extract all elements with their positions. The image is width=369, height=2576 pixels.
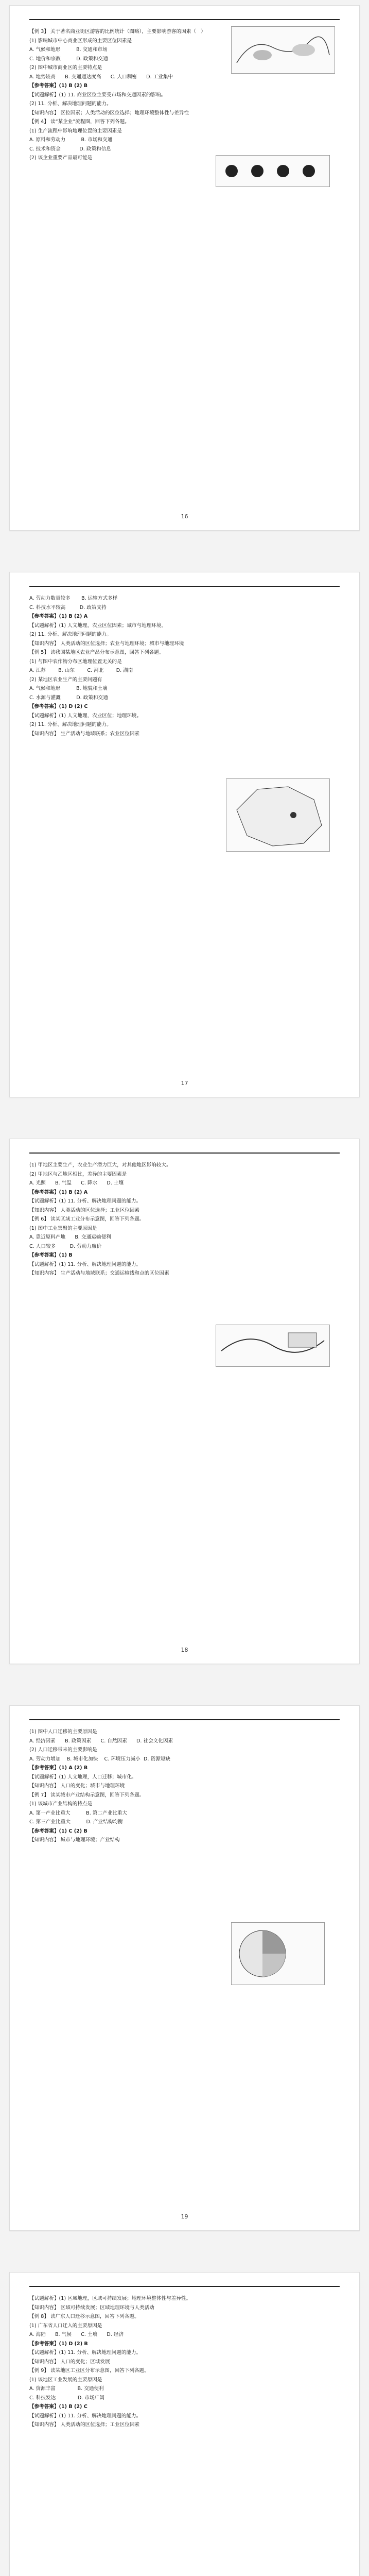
text-line: C. 技术和资金 D. 政策和信息 bbox=[29, 146, 111, 152]
answer-line: 【参考答案】(1) B (2) A bbox=[29, 1189, 88, 1195]
figure-industry-map bbox=[216, 1325, 330, 1367]
text-line: 【知识内容】 城市与地理环境；产业结构 bbox=[29, 1837, 120, 1843]
document-page-5 bbox=[9, 2272, 360, 2576]
page-header-rule bbox=[29, 19, 340, 20]
text-line: 【试题解析】(1) 11. 分析、解决地理问题的能力。 bbox=[29, 2413, 142, 2419]
text-line: 【试题解析】(1) 11. 分析、解决地理问题的能力。 bbox=[29, 1198, 142, 1204]
text-line: 【知识内容】 人类活动的区位选择；工业区位因素 bbox=[29, 2422, 140, 2428]
answer-line: 【参考答案】(1) B bbox=[29, 1252, 73, 1258]
text-line: (2) 11. 分析、解决地理问题的能力。 bbox=[29, 101, 112, 107]
text-line: (1) 该地区工业发展的主要原因是 bbox=[29, 2377, 102, 2383]
text-line: 【知识内容】 人口的变化；区域发展 bbox=[29, 2359, 110, 2365]
text-line: A. 光照 B. 气温 C. 降水 D. 土壤 bbox=[29, 1180, 124, 1186]
text-line: (1) 与图中农作物分布区地理位置无关的是 bbox=[29, 658, 122, 665]
page-number: 16 bbox=[181, 513, 188, 520]
page-number: 17 bbox=[181, 1080, 188, 1087]
text-line: 【试题解析】(1) 11. 分析、解决地理问题的能力。 bbox=[29, 1261, 142, 1267]
text-line: A. 原料和劳动力 B. 市场和交通 bbox=[29, 137, 113, 143]
text-line: A. 劳动力数量较多 B. 运输方式多样 bbox=[29, 596, 118, 601]
text-line: 【知识内容】 人口的变化；城市与地理环境 bbox=[29, 1783, 125, 1789]
page-header-rule bbox=[29, 1153, 340, 1154]
page-body bbox=[29, 1727, 340, 1845]
text-line: (2) 甲地区与乙地区相比，差异的主要因素是 bbox=[29, 1171, 127, 1177]
text-line: C. 水源与灌溉 D. 政策和交通 bbox=[29, 694, 108, 701]
text-line: (1) 生产流程中影响地理位置的主要因素是 bbox=[29, 128, 122, 134]
figure-china-map bbox=[226, 778, 330, 852]
page-body bbox=[29, 2294, 340, 2430]
text-line: (1) 影响城市中心商业区形成的主要区位因素是 bbox=[29, 38, 132, 44]
document-page-1 bbox=[9, 5, 360, 531]
text-line: A. 海陆 B. 气候 C. 土壤 D. 经济 bbox=[29, 2332, 124, 2337]
page-header-rule bbox=[29, 2286, 340, 2287]
text-line: 【例 5】 读我国某地区农业产品分布示意图，回答下列各题。 bbox=[29, 650, 164, 655]
text-line: 【试题解析】(1) 11. 分析、解决地理问题的能力。 bbox=[29, 2350, 142, 2355]
text-line: 【试题解析】(1) 区域地理，区域可持续发展；地理环境整体性与差异性。 bbox=[29, 2296, 191, 2301]
text-line: A. 第一产业比重大 B. 第二产业比重大 bbox=[29, 1810, 127, 1816]
text-line: C. 科技水平较高 D. 政策支持 bbox=[29, 604, 107, 611]
text-line: (2) 某地区农业生产的主要问题有 bbox=[29, 676, 102, 683]
text-line: 【例 9】 读某地区工业区分布示意图，回答下列各题。 bbox=[29, 2368, 149, 2374]
text-line: (1) 广东省人口迁入的主要原因是 bbox=[29, 2323, 102, 2329]
answer-line: 【参考答案】(1) D (2) C bbox=[29, 704, 88, 709]
document-page-4 bbox=[9, 1705, 360, 2231]
text-line: C. 人口较多 D. 劳动力廉价 bbox=[29, 1243, 102, 1249]
text-line: (2) 该企业重要产品最可能是 bbox=[29, 155, 93, 161]
text-line: 【试题解析】(1) 人文地理，农业区位因素；城市与地理环境。 bbox=[29, 622, 167, 629]
text-line: A. 靠近原料产地 B. 交通运输便利 bbox=[29, 1234, 111, 1240]
text-line: 【试题解析】(1) 人文地理，人口迁移；城市化。 bbox=[29, 1774, 137, 1780]
answer-line: 【参考答案】(1) B (2) B bbox=[29, 83, 88, 89]
text-line: (1) 该城市产业结构的特点是 bbox=[29, 1801, 93, 1807]
page-body bbox=[29, 1161, 340, 1278]
page-header-rule bbox=[29, 1719, 340, 1720]
text-line: (2) 11. 分析、解决地理问题的能力。 bbox=[29, 722, 112, 727]
text-line: A. 江苏 B. 山东 C. 河北 D. 湖南 bbox=[29, 668, 133, 673]
page-header-rule bbox=[29, 586, 340, 587]
text-line: 【例 6】 读某区域工业分布示意图，回答下列各题。 bbox=[29, 1216, 145, 1222]
figure-map bbox=[231, 26, 335, 74]
answer-line: 【参考答案】(1) B (2) A bbox=[29, 614, 88, 619]
figure-flowchart bbox=[216, 155, 330, 187]
page-number: 18 bbox=[181, 1647, 188, 1653]
text-line: A. 气候和地形 B. 地貌和土壤 bbox=[29, 686, 108, 691]
text-line: 【知识内容】 生产活动与地域联系；交通运输线和点的区位因素 bbox=[29, 1270, 169, 1276]
text-line: 【知识内容】 人类活动的区位选择；农业与地理环境；城市与地理环境 bbox=[29, 640, 184, 647]
text-line: A. 气候和地形 B. 交通和市场 bbox=[29, 47, 108, 53]
document-page-2 bbox=[9, 572, 360, 1097]
text-line: A. 地势较高 B. 交通通达度高 C. 人口稠密 D. 工业集中 bbox=[29, 74, 173, 80]
text-line: C. 第三产业比重大 D. 产业结构均衡 bbox=[29, 1819, 123, 1825]
text-line: (1) 甲地区主要生产，农业生产潜力巨大，对其他地区影响较大。 bbox=[29, 1162, 171, 1168]
text-line: 【知识内容】 人类活动的区位选择；工业区位因素 bbox=[29, 1207, 140, 1213]
answer-line: 【参考答案】(1) C (2) B bbox=[29, 1828, 87, 1834]
text-line: (1) 图中人口迁移的主要原因是 bbox=[29, 1729, 97, 1735]
text-line: (2) 11. 分析、解决地理问题的能力。 bbox=[29, 632, 112, 637]
figure-pie-chart bbox=[231, 1922, 325, 1985]
text-line: 【例 4】 读“某企业”流程图，回答下列各题。 bbox=[29, 119, 130, 125]
document-page-3 bbox=[9, 1139, 360, 1664]
text-line: C. 科技发达 D. 市场广阔 bbox=[29, 2395, 104, 2401]
text-line: (2) 图中城市商业区的主要特点是 bbox=[29, 65, 102, 71]
text-line: (2) 人口迁移带来的主要影响是 bbox=[29, 1747, 97, 1753]
answer-line: 【参考答案】(1) D (2) B bbox=[29, 2341, 88, 2347]
text-line: 【知识内容】 生产活动与地域联系；农业区位因素 bbox=[29, 731, 140, 737]
page-number: 19 bbox=[181, 2213, 188, 2220]
text-line: A. 资源丰富 B. 交通便利 bbox=[29, 2386, 104, 2392]
text-line: 【例 7】 读某城市产业结构示意图，回答下列各题。 bbox=[29, 1792, 145, 1798]
text-line: 【例 3】 关于著名商业街区游客的比例统计（图略），主要影响游客的因素（ ） bbox=[29, 29, 206, 35]
answer-line: 【参考答案】(1) A (2) B bbox=[29, 1765, 88, 1771]
text-line: 【知识内容】 区位因素；人类活动的区位选择；地理环境整体性与差异性 bbox=[29, 110, 189, 116]
text-line: 【试题解析】(1) 11. 商业区位主要受市场和交通因素的影响。 bbox=[29, 92, 166, 98]
text-line: A. 劳动力增加 B. 城市化加快 C. 环境压力减小 D. 资源短缺 bbox=[29, 1756, 170, 1762]
page-body bbox=[29, 594, 340, 738]
text-line: 【试题解析】(1) 人文地理，农业区位；地理环境。 bbox=[29, 713, 142, 719]
text-line: 【知识内容】 区域可持续发展；区域地理环境与人类活动 bbox=[29, 2304, 154, 2311]
text-line: (1) 图中工业集聚的主要原因是 bbox=[29, 1225, 97, 1231]
text-line: A. 经济因素 B. 政策因素 C. 自然因素 D. 社会文化因素 bbox=[29, 1738, 173, 1744]
text-line: C. 地价和宗教 D. 政策和交通 bbox=[29, 56, 108, 62]
answer-line: 【参考答案】(1) B (2) C bbox=[29, 2404, 87, 2410]
text-line: 【例 8】 读广东人口迁移示意图，回答下列各题。 bbox=[29, 2314, 139, 2319]
